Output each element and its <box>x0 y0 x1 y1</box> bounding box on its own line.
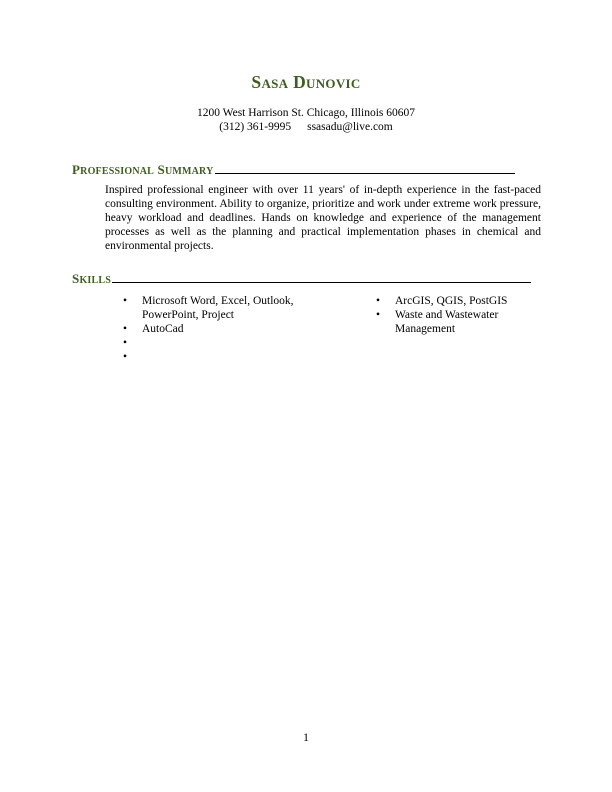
heading-letter: S <box>72 271 80 286</box>
page-number: 1 <box>303 730 309 744</box>
heading-letter: P <box>72 162 81 177</box>
heading-letter: S <box>157 162 165 177</box>
contact-address: 1200 West Harrison St. Chicago, Illinois 60607 <box>197 107 415 119</box>
skills-list-left <box>118 294 308 364</box>
bullet-icon: • <box>375 309 381 321</box>
bullet-icon: • <box>122 323 128 335</box>
bullet-icon: • <box>122 351 128 363</box>
bullet-icon: • <box>122 337 128 349</box>
heading-rest: UMMARY <box>164 166 214 177</box>
skills-list-right <box>371 294 541 336</box>
name-first-initial: S <box>251 72 262 92</box>
skill-item <box>118 336 308 350</box>
skill-item <box>371 308 541 336</box>
name-first-rest: ASA <box>261 76 289 91</box>
name-last-rest: UNOVIC <box>306 76 361 91</box>
heading-rest: ROFESSIONAL <box>80 166 155 177</box>
professional-summary-text: Inspired professional engineer with over 11 years' of in-depth experience in the fast-paced consulting environment. Ability to organize, prioritize and work under extreme work pressure, heavy workload and deadlines. Hands on knowledge and experience of the management processes as well as the planning and practical implementation phases in chemical and environmental projects. <box>105 184 541 252</box>
heading-rule <box>112 281 531 283</box>
skill-item <box>118 350 308 364</box>
contact-phone: (312) 361-9995 <box>219 121 292 133</box>
contact-line <box>0 120 612 134</box>
skill-text: AutoCad <box>142 323 184 335</box>
skill-text: Waste and Wastewater Management <box>395 309 499 335</box>
heading-rule <box>215 172 515 174</box>
skills-heading <box>72 271 531 287</box>
contact-email: ssasadu@live.com <box>307 121 393 133</box>
skill-item <box>371 294 541 308</box>
bullet-icon: • <box>122 295 128 307</box>
professional-summary-heading <box>72 162 515 178</box>
bullet-icon: • <box>375 295 381 307</box>
name-last-initial: D <box>293 72 307 92</box>
skill-text: Microsoft Word, Excel, Outlook, PowerPoint, Project <box>142 295 294 321</box>
candidate-name <box>0 72 612 93</box>
skill-item <box>118 322 308 336</box>
skill-item <box>118 294 308 322</box>
skill-text: ArcGIS, QGIS, PostGIS <box>395 295 508 307</box>
heading-rest: KILLS <box>79 275 112 286</box>
